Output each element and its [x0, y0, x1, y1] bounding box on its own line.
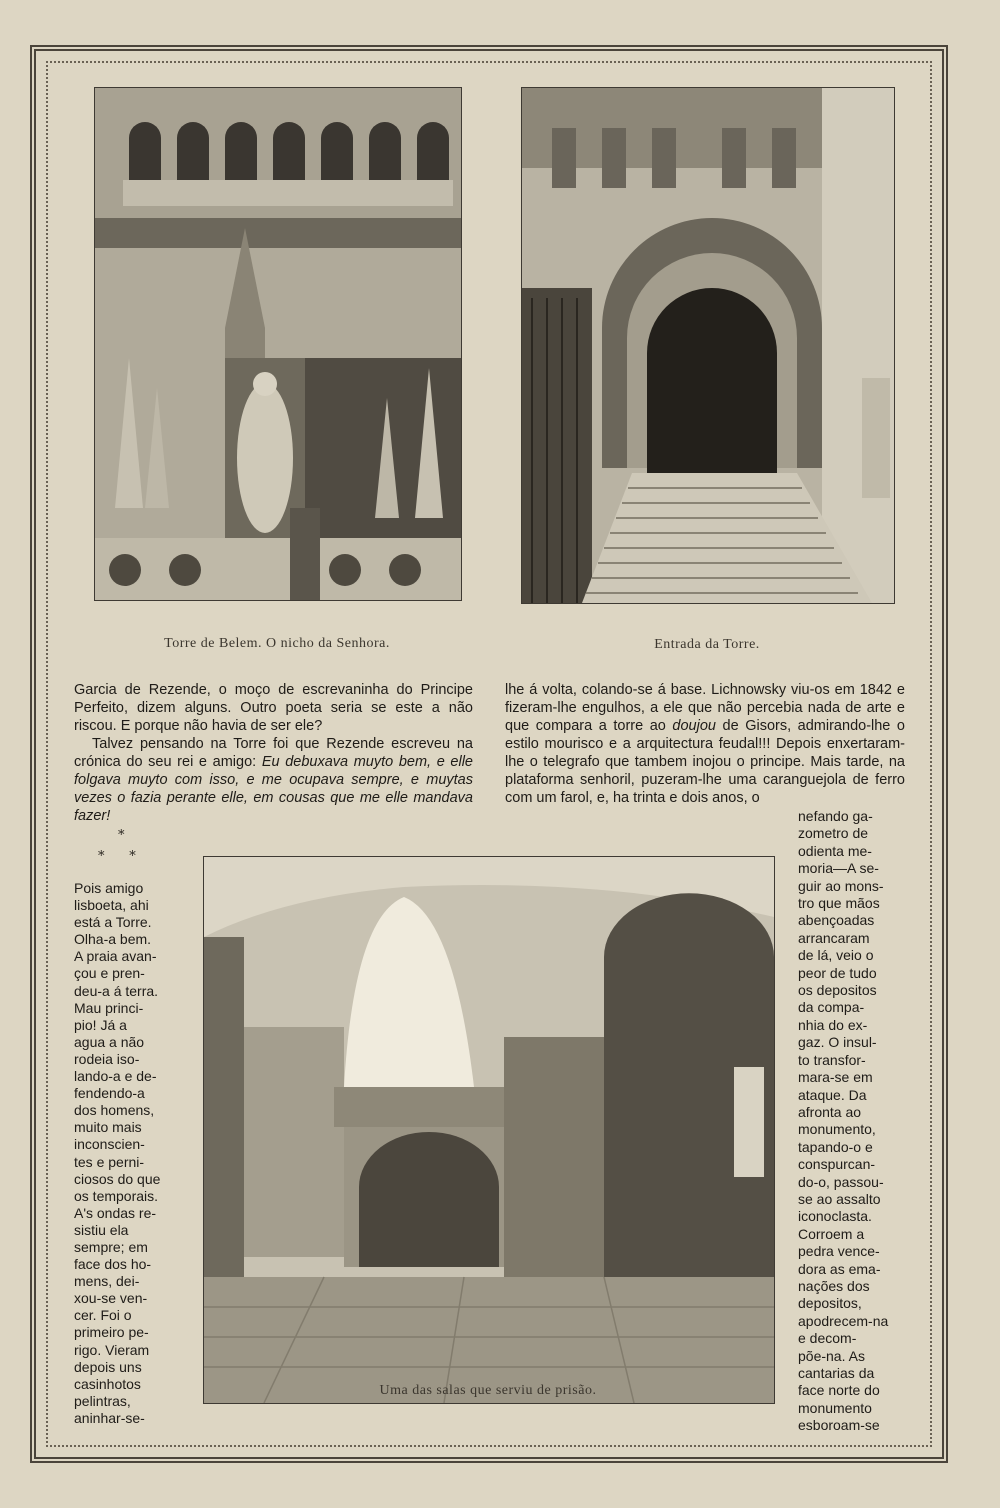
- text-line: nhia do ex-: [798, 1016, 868, 1033]
- text-line: Corroem a: [798, 1225, 865, 1242]
- text-line: inconscien-: [74, 1136, 145, 1153]
- photo-prison-image: [204, 857, 774, 1403]
- text-line: peor de tudo: [798, 964, 877, 981]
- text-line: mara-se em: [798, 1069, 873, 1086]
- paragraph-rezende: Garcia de Rezende, o moço de escrevaninha do Principe Perfeito, dizem alguns. Outro poeta seria se este a não riscou. E porque não havia de ser ele?: [74, 682, 473, 734]
- text-line: gaz. O insul-: [798, 1034, 877, 1051]
- lichnowsky-text: lhe á volta, colando-se á base. Lichnowsky viu-os em 1842 e fizeram-lhe engulhos, a ele que não percebia nada de arte e que compara a torre ao: [505, 682, 905, 734]
- text-line: odienta me-: [798, 842, 872, 859]
- text-line: nações dos: [798, 1277, 870, 1294]
- text-line: sempre; em: [74, 1238, 148, 1255]
- text-line: rigo. Vieram: [74, 1341, 150, 1358]
- text-line: A praia avan-: [74, 948, 157, 965]
- text-line: esboroam-se: [798, 1417, 880, 1434]
- photo-prison-room: [203, 856, 775, 1404]
- text-narrow-left: [74, 880, 178, 1427]
- text-line: tro que mãos: [798, 895, 880, 912]
- chronicle-intro: Talvez pensando na Torre foi que Rezende escreveu na crónica do seu rei e amigo:: [74, 736, 473, 770]
- text-line: deu-a á terra.: [74, 982, 159, 999]
- photo-tower-entrance: [521, 87, 895, 604]
- text-line: está a Torre.: [74, 914, 152, 931]
- text-line: primeiro pe-: [74, 1324, 149, 1341]
- text-line: pio! Já a: [74, 1016, 127, 1033]
- text-line: mens, dei-: [74, 1273, 140, 1290]
- text-narrow-right: [798, 808, 908, 1435]
- caption-niche: Torre de Belem. O nicho da Senhora.: [164, 636, 390, 651]
- text-line: lando-a e de-: [74, 1068, 157, 1085]
- text-line: guir ao mons-: [798, 877, 884, 894]
- text-line: e decom-: [798, 1330, 857, 1347]
- text-line: depois uns: [74, 1358, 142, 1375]
- text-line: zometro de: [798, 825, 869, 842]
- text-line: to transfor-: [798, 1051, 866, 1068]
- text-line: põe-na. As: [798, 1347, 865, 1364]
- text-line: A's ondas re-: [74, 1204, 157, 1221]
- doujou-word: doujou: [672, 718, 716, 734]
- text-line: face norte do: [798, 1382, 880, 1399]
- text-line: tes e perni-: [74, 1153, 145, 1170]
- text-line: cantarias da: [798, 1365, 875, 1381]
- text-line: dora as ema-: [798, 1260, 881, 1277]
- caption-prison: Uma das salas que serviu de prisão.: [379, 1383, 597, 1398]
- text-line: çou e pren-: [74, 965, 145, 982]
- text-left-upper: [74, 681, 473, 825]
- text-line: lisboeta, ahi: [74, 897, 149, 914]
- text-line: depositos,: [798, 1295, 862, 1312]
- text-line: dos homens,: [74, 1102, 155, 1119]
- photo-niche-of-lady: [94, 87, 462, 601]
- text-line: tapando-o e: [798, 1138, 873, 1155]
- text-right-upper: [505, 681, 905, 807]
- text-line: conspurcan-: [798, 1156, 876, 1173]
- text-line: pedra vence-: [798, 1243, 880, 1260]
- text-line: cer. Foi o: [74, 1307, 132, 1324]
- text-line: muito mais: [74, 1119, 142, 1136]
- text-line: monumento,: [798, 1121, 876, 1138]
- text-line: os depositos: [798, 982, 877, 999]
- text-line: se ao assalto: [798, 1190, 881, 1207]
- text-line: do-o, passou-: [798, 1173, 884, 1190]
- text-line: iconoclasta.: [798, 1208, 872, 1225]
- text-line: moria—A se-: [798, 860, 879, 877]
- text-line: Olha-a bem.: [74, 931, 152, 948]
- text-line: face dos ho-: [74, 1256, 152, 1273]
- paragraph-lichnowsky: [505, 681, 905, 807]
- text-line: Mau princi-: [74, 999, 144, 1016]
- text-line: apodrecem-na: [798, 1312, 889, 1329]
- chronicle-quote: Eu debuxava muyto bem, e elle folgava muyto com isso, e me ocupava sempre, e muytas vezes o fazia perante elle, em cousas que me elle mandava fazer!: [74, 754, 474, 824]
- text-line: casinhotos: [74, 1375, 141, 1392]
- text-line: agua a não: [74, 1033, 145, 1050]
- text-line: os temporais.: [74, 1187, 159, 1204]
- text-line: pelintras,: [74, 1392, 131, 1409]
- photo-entrance-image: [522, 88, 894, 603]
- text-line: nefando ga-: [798, 808, 873, 824]
- text-line: xou-se ven-: [74, 1290, 148, 1307]
- text-line: arrancaram: [798, 929, 870, 946]
- caption-entrance: Entrada da Torre.: [654, 637, 760, 652]
- paragraph-chronicle: [74, 735, 473, 825]
- text-line: ciosos do que: [74, 1170, 161, 1187]
- text-line: sistiu ela: [74, 1221, 129, 1238]
- text-line: ataque. Da: [798, 1086, 867, 1103]
- section-divider-stars: * * *: [98, 828, 136, 864]
- text-line: da compa-: [798, 999, 865, 1016]
- text-line: fendendo-a: [74, 1085, 145, 1102]
- text-line: monumento: [798, 1399, 872, 1416]
- photo-niche-image: [95, 88, 461, 600]
- text-line: aninhar-se-: [74, 1409, 145, 1426]
- text-line: abençoadas: [798, 912, 875, 929]
- text-line: de lá, veio o: [798, 947, 874, 964]
- lichnowsky-rest: de Gisors, admirando-lhe o estilo mourisco e a arquitectura feudal!!! Depois enxertaram-lhe o telegrafo que tambem inojou o principe. Mais tarde, na plataforma senhoril, puzeram-lhe uma caranguejola de ferro com um farol, e, ha trinta e dois anos, o: [505, 718, 905, 806]
- text-line: Pois amigo: [74, 880, 144, 896]
- text-line: afronta ao: [798, 1103, 862, 1120]
- text-line: rodeia iso-: [74, 1050, 140, 1067]
